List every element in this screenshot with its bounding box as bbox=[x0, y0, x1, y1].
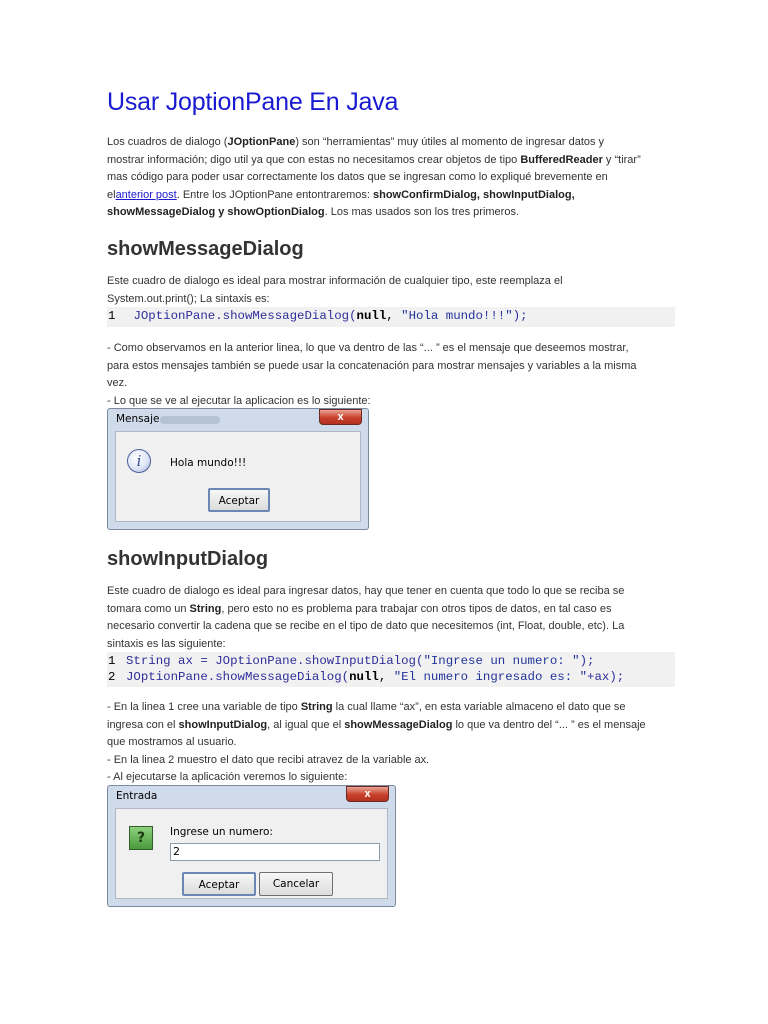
code-token: , bbox=[378, 670, 394, 684]
number-input[interactable]: 2 bbox=[170, 843, 380, 861]
code-string: "Ingrese un numero: " bbox=[423, 654, 580, 668]
paragraph-bold: String bbox=[300, 701, 333, 713]
paragraph-text: para estos mensajes también se puede usar la concatenación para mostrar mensajes y variables a la misma bbox=[107, 359, 637, 372]
paragraph-text: , al igual que el bbox=[267, 718, 345, 731]
dialog-title: Entrada bbox=[116, 790, 158, 802]
code-string: "El numero ingresado es: " bbox=[393, 670, 588, 684]
code-token: JOptionPane.showMessageDialog( bbox=[133, 309, 357, 323]
paragraph-text: - Lo que se ve al ejecutar la aplicacion es lo siguiente: bbox=[107, 394, 371, 407]
close-button[interactable] bbox=[319, 409, 362, 425]
anterior-post-link[interactable]: anterior post bbox=[115, 188, 177, 201]
code-block-2 bbox=[107, 652, 675, 687]
line-number: 1 bbox=[108, 309, 116, 323]
code-text bbox=[126, 308, 528, 324]
cancelar-button[interactable]: Cancelar bbox=[259, 872, 333, 896]
paragraph-text: System.out.print(); La sintaxis es: bbox=[107, 292, 270, 305]
intro-text: ) son “herramientas” muy útiles al momento de ingresar datos y bbox=[295, 136, 605, 148]
intro-text: Los cuadros de dialogo ( bbox=[107, 136, 228, 148]
paragraph-text: , pero esto no es problema para trabajar con otros tipos de datos, en tal caso es bbox=[221, 602, 612, 615]
close-icon: x bbox=[364, 788, 371, 800]
intro-text: el bbox=[107, 188, 116, 201]
paragraph-text: Este cuadro de dialogo es ideal para ingresar datos, hay que tener en cuenta que todo lo que se reciba se bbox=[107, 585, 625, 597]
dialog-body bbox=[115, 431, 361, 522]
paragraph-bold: showInputDialog bbox=[178, 718, 268, 731]
code-token: ); bbox=[579, 654, 595, 668]
paragraph-text: sintaxis es las siguiente: bbox=[107, 637, 226, 650]
paragraph-bold: showMessageDialog bbox=[344, 718, 453, 731]
question-icon: ? bbox=[129, 826, 153, 850]
paragraph-text: necesario convertir la cadena que se recibe en el tipo de dato que necesitemos (int, Float, double, etc). La bbox=[107, 620, 625, 632]
dialog-title: Mensaje bbox=[116, 413, 160, 425]
paragraph-text: Este cuadro de dialogo es ideal para mostrar información de cualquier tipo, este reemplaza el bbox=[107, 275, 563, 287]
close-button[interactable] bbox=[346, 786, 389, 802]
heading-showinputdialog: showInputDialog bbox=[107, 548, 269, 570]
code-token: +ax); bbox=[587, 670, 625, 684]
code-token: ); bbox=[512, 309, 528, 323]
aceptar-button[interactable]: Aceptar bbox=[182, 872, 256, 896]
paragraph-text: vez. bbox=[107, 377, 128, 389]
code-keyword: null bbox=[349, 670, 379, 684]
section1-observation bbox=[107, 340, 677, 410]
close-icon: x bbox=[337, 411, 344, 423]
code-line bbox=[107, 308, 675, 324]
section2-description bbox=[107, 583, 677, 653]
heading-showmessagedialog: showMessageDialog bbox=[107, 238, 304, 260]
code-line bbox=[107, 653, 675, 669]
paragraph-text: - Como observamos en la anterior linea, lo que va dentro de las “... ” es el mensaje que deseemos mostrar, bbox=[107, 342, 629, 354]
intro-text: y “tirar” bbox=[602, 153, 641, 166]
paragraph-text: tomara como un bbox=[107, 602, 190, 615]
paragraph-bold: String bbox=[189, 602, 222, 615]
code-token: , bbox=[386, 309, 402, 323]
intro-bold: showMessageDialog y showOptionDialog bbox=[107, 206, 325, 218]
code-token: String ax = JOptionPane.showInputDialog( bbox=[126, 654, 424, 668]
intro-paragraph bbox=[107, 134, 677, 222]
paragraph-text: - En la linea 2 muestro el dato que recibi atravez de la variable ax. bbox=[107, 753, 430, 766]
paragraph-text: la cual llame “ax”, en esta variable almaceno el dato que se bbox=[332, 701, 626, 713]
input-dialog bbox=[107, 785, 396, 907]
paragraph-text: - Al ejecutarse la aplicación veremos lo siguiente: bbox=[107, 771, 348, 783]
line-number: 2 bbox=[108, 670, 116, 684]
code-keyword: null bbox=[356, 309, 387, 323]
message-dialog bbox=[107, 408, 369, 530]
intro-text: mostrar información; digo util ya que con estas no necesitamos crear objetos de tipo bbox=[107, 153, 521, 166]
code-string: "Hola mundo!!!" bbox=[401, 309, 513, 323]
info-icon: i bbox=[127, 449, 151, 473]
blurred-title-text bbox=[160, 416, 220, 424]
code-text bbox=[126, 653, 594, 669]
code-line bbox=[107, 669, 675, 685]
code-text bbox=[126, 669, 624, 685]
aceptar-button[interactable]: Aceptar bbox=[208, 488, 270, 512]
section1-description bbox=[107, 273, 677, 308]
paragraph-text: - En la linea 1 cree una variable de tipo bbox=[107, 701, 301, 713]
intro-bold: JOptionPane bbox=[227, 136, 296, 148]
code-token: JOptionPane.showMessageDialog( bbox=[126, 670, 350, 684]
intro-bold: showConfirmDialog, showInputDialog, bbox=[373, 188, 575, 201]
intro-text: mas código para poder usar correctamente los datos que se ingresan como lo expliqué brevemente en bbox=[107, 171, 608, 183]
section2-explanation bbox=[107, 699, 677, 787]
line-number: 1 bbox=[108, 654, 116, 668]
code-block-1 bbox=[107, 307, 675, 327]
page-title: Usar JoptionPane En Java bbox=[107, 88, 399, 116]
paragraph-text: ingresa con el bbox=[107, 718, 179, 731]
paragraph-text: que mostramos al usuario. bbox=[107, 736, 237, 748]
dialog-message: Hola mundo!!! bbox=[170, 457, 247, 469]
paragraph-text: lo que va dentro del “... ” es el mensaje bbox=[452, 718, 646, 731]
intro-text: . Entre los JOptionPane entontraremos: bbox=[176, 188, 373, 201]
intro-text: . Los mas usados son los tres primeros. bbox=[324, 206, 520, 218]
dialog-prompt: Ingrese un numero: bbox=[170, 826, 273, 838]
dialog-body bbox=[115, 808, 388, 899]
intro-bold: BufferedReader bbox=[520, 153, 603, 166]
